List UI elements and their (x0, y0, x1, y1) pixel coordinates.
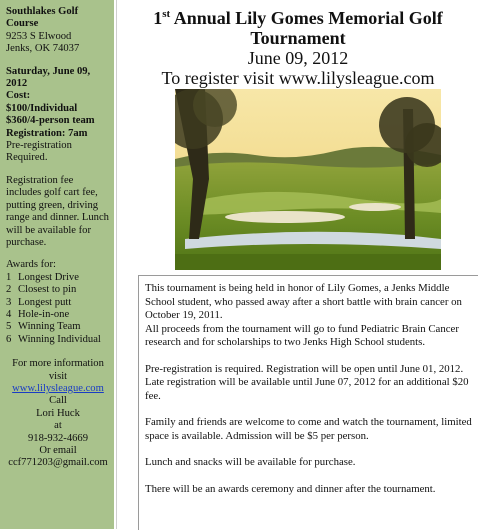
at-label: at (54, 420, 62, 432)
address-line-1: 9253 S Elwood (6, 30, 72, 42)
list-item: 6 Winning Individual (6, 333, 101, 345)
registration-time: Registration: 7am (6, 127, 88, 139)
list-item: 2 Closest to pin (6, 284, 77, 296)
paragraph-admission: Family and friends are welcome to come and watch the tournament, limited space is available. Admission will be $5 per person. (145, 416, 472, 442)
paragraph-lunch: Lunch and snacks will be available for purchase. (145, 456, 356, 468)
call-label: Call (49, 395, 67, 407)
fee-includes: Registration fee includes golf cart fee, putting green, driving range and dinner. Lunch will be available for purchase. (6, 174, 109, 248)
venue-name: Southlakes Golf Course (6, 6, 79, 30)
list-item: 5 Winning Team (6, 321, 81, 333)
paragraph-honor: This tournament is being held in honor of Lily Gomes, a Jenks Middle School student, who passed away after a short battle with brain cancer on October 19, 2011. (145, 282, 462, 321)
preregistration-note: Pre-registration Required. (6, 140, 72, 164)
cost-label: Cost: (6, 90, 31, 102)
or-email-label: Or email (39, 445, 77, 456)
main-content (118, 0, 478, 495)
page-title: 1st Annual Lily Gomes Memorial Golf Tournament (153, 8, 443, 48)
list-item: 3 Longest putt (6, 296, 72, 308)
address-line-2: Jenks, OK 74037 (6, 43, 80, 55)
more-info-text: For more information visit (12, 358, 104, 382)
list-item: 4 Hole-in-one (6, 308, 70, 320)
info-sidebar (0, 0, 114, 529)
phone-number: 918-932-4669 (27, 432, 89, 444)
paragraph-proceeds: All proceeds from the tournament will go to fund Pediatric Brain Cancer research and for scholarships to two Jenks High School students. (145, 322, 459, 348)
awards-list (6, 272, 110, 346)
cost-individual: $100/Individual (6, 102, 78, 114)
paragraph-preregistration: Pre-registration is required. Registration will be open until June 01, 2012. Late registration will be available until June 07, 2012 for an additional $20 fee. (145, 362, 469, 402)
contact-info (6, 358, 110, 470)
list-item: 1 Longest Drive (6, 271, 79, 283)
cost-team: $360/4-person team (6, 115, 95, 127)
header (118, 0, 478, 88)
register-line: To register visit www.lilysleague.com (161, 68, 435, 88)
awards-title: Awards for: (6, 259, 56, 271)
golf-course-photo (175, 89, 441, 270)
website-link[interactable]: www.lilysleague.com (12, 382, 104, 394)
divider (116, 0, 117, 529)
event-date: Saturday, June 09, 2012 (6, 65, 91, 90)
paragraph-awards-ceremony: There will be an awards ceremony and dinner after the tournament. (145, 482, 436, 495)
contact-name: Lori Huck (36, 407, 80, 419)
tournament-details (138, 275, 478, 530)
email-address: ccf771203@gmail.com (8, 457, 108, 469)
event-date-heading: June 09, 2012 (247, 48, 349, 68)
